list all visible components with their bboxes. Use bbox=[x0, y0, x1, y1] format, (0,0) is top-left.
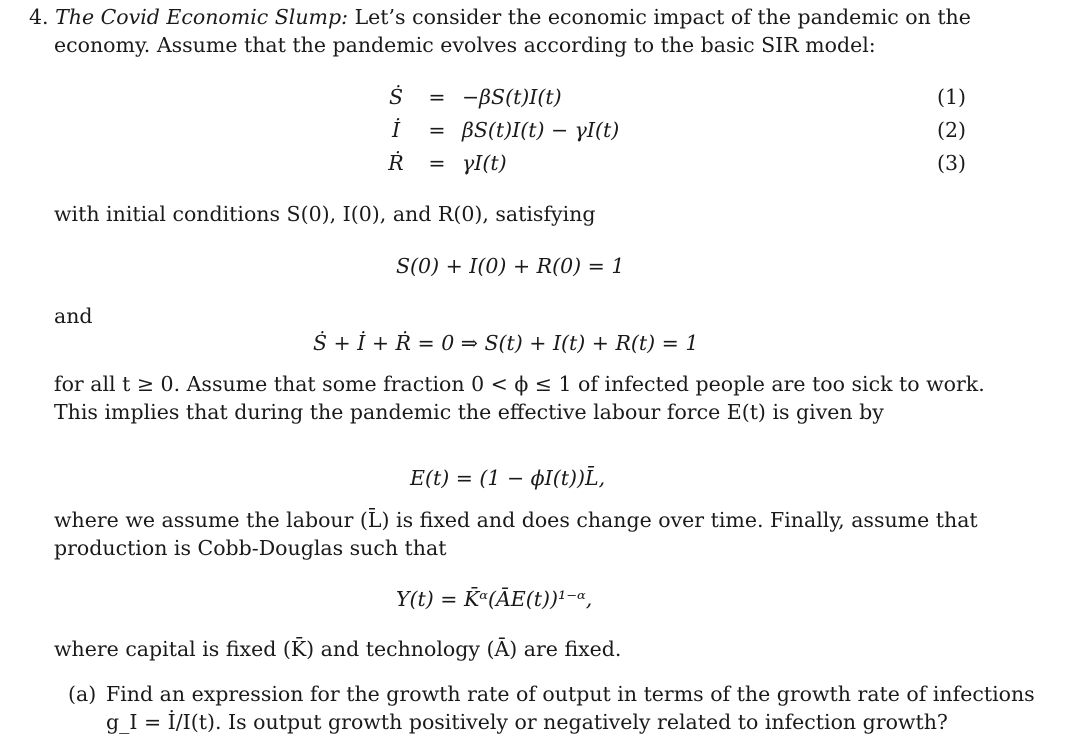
production-equation: Y(t) = K̄ᵅ(ĀE(t))¹⁻ᵅ, bbox=[396, 587, 593, 611]
eq3-lhs: Ṙ bbox=[388, 151, 404, 175]
part-a-line-1: Find an expression for the growth rate of output in terms of the growth rate of infections bbox=[106, 682, 1035, 706]
eq2-number: (2) bbox=[936, 118, 966, 142]
eq3-number: (3) bbox=[936, 151, 966, 175]
labour-equation: E(t) = (1 − ϕI(t))L̄, bbox=[410, 466, 606, 490]
problem-intro-1: Let’s consider the economic impact of the pandemic on the bbox=[354, 5, 971, 29]
fraction-text-2: This implies that during the pandemic the effective labour force E(t) is given by bbox=[54, 400, 884, 424]
fraction-text-1: for all t ≥ 0. Assume that some fraction 0 < ϕ ≤ 1 of infected people are too sick to work. bbox=[54, 372, 985, 396]
initial-sum-equation: S(0) + I(0) + R(0) = 1 bbox=[396, 254, 625, 278]
capital-text: where capital is fixed (K̄) and technology (Ā) are fixed. bbox=[54, 637, 622, 661]
eq3-op: = bbox=[428, 151, 446, 175]
problem-header bbox=[29, 4, 971, 30]
problem-title: The Covid Economic Slump: bbox=[55, 5, 349, 29]
problem-intro-2: economy. Assume that the pandemic evolves according to the basic SIR model: bbox=[54, 33, 876, 57]
labour-text-1: where we assume the labour (L̄) is fixed and does change over time. Finally, assume that bbox=[54, 508, 978, 532]
eq2-lhs: İ bbox=[391, 118, 401, 142]
eq2-rhs: βS(t)I(t) − γI(t) bbox=[462, 118, 620, 142]
part-a-label: (a) bbox=[68, 682, 97, 706]
eq3-rhs: γI(t) bbox=[462, 151, 507, 175]
eq1-number: (1) bbox=[936, 85, 966, 109]
eq2-op: = bbox=[428, 118, 446, 142]
and-word: and bbox=[54, 304, 93, 328]
labour-text-2: production is Cobb-Douglas such that bbox=[54, 536, 447, 560]
conservation-equation: Ṡ + İ + Ṙ = 0 ⇒ S(t) + I(t) + R(t) = 1 bbox=[313, 331, 699, 355]
eq1-rhs: −βS(t)I(t) bbox=[462, 85, 562, 109]
eq1-lhs: Ṡ bbox=[388, 85, 404, 109]
problem-number: 4. bbox=[29, 5, 49, 29]
eq1-op: = bbox=[428, 85, 446, 109]
part-a-line-2: g_I = İ/I(t). Is output growth positively or negatively related to infection growth? bbox=[106, 710, 948, 734]
conditions-text: with initial conditions S(0), I(0), and R(0), satisfying bbox=[54, 202, 596, 226]
